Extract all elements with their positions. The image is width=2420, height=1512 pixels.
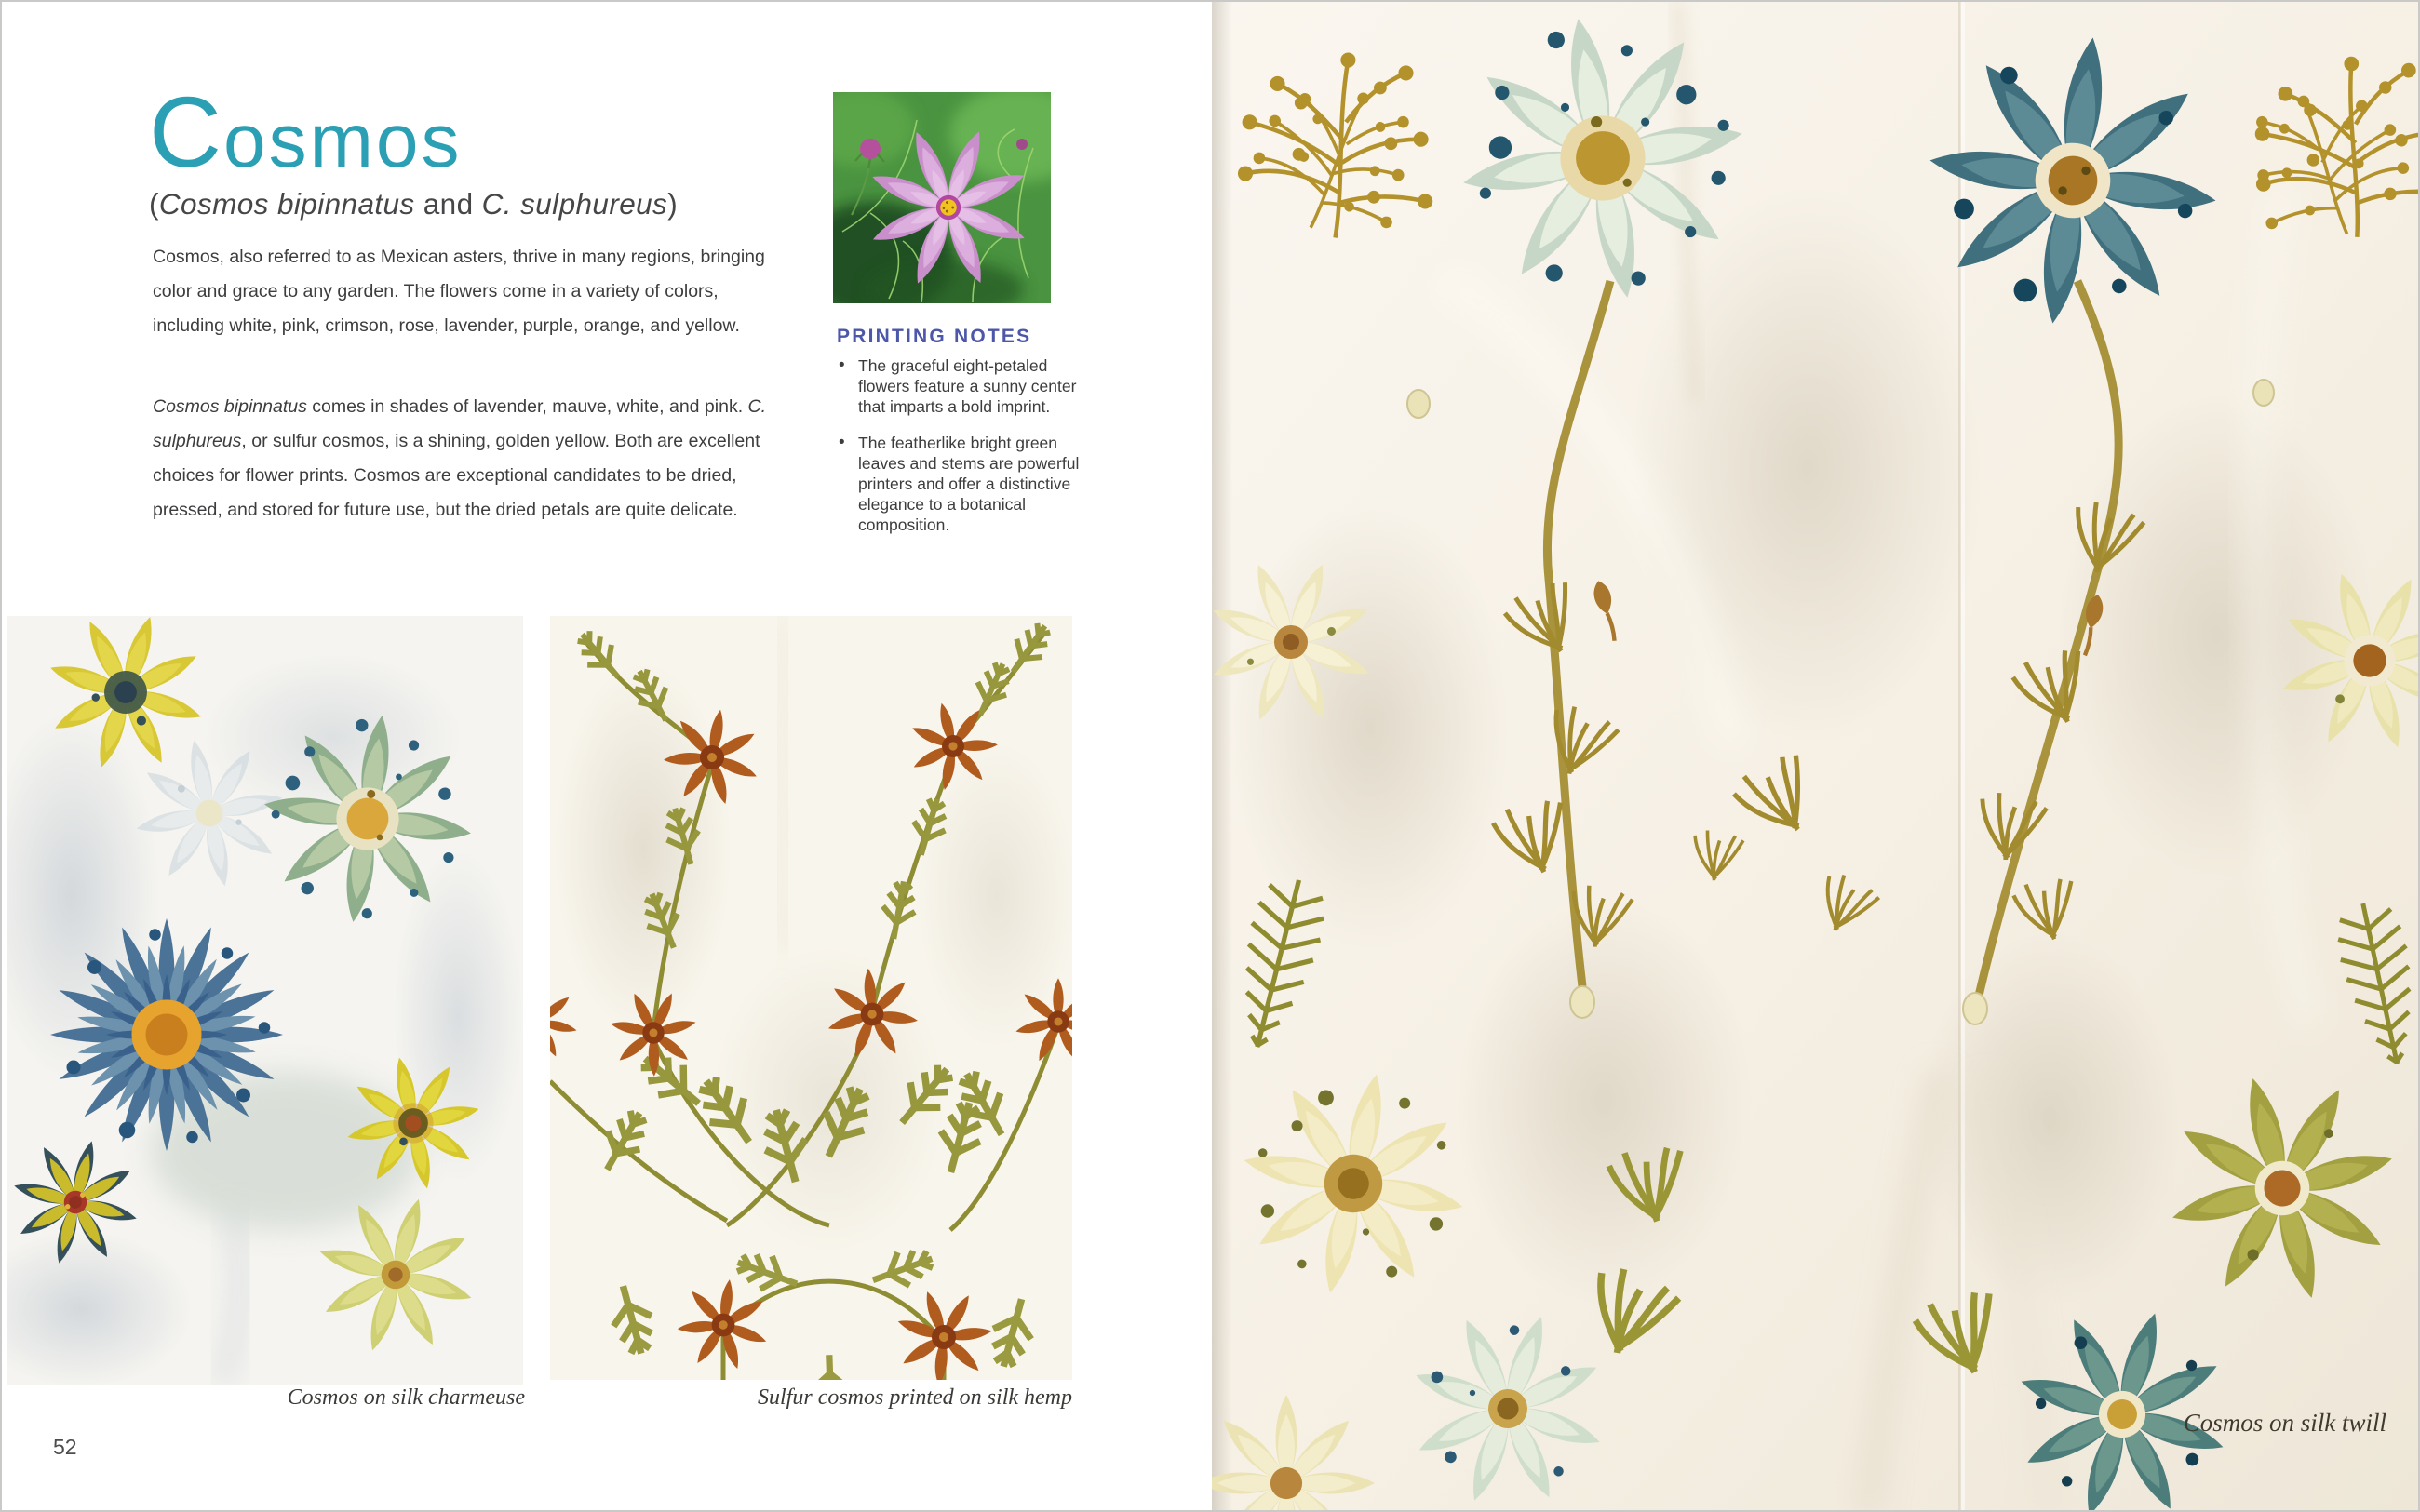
printing-notes-list <box>837 356 1081 552</box>
printing-notes-heading: PRINTING NOTES <box>837 326 1032 347</box>
pink-cosmos-garden-photo <box>833 92 1051 303</box>
intro-paragraph: Cosmos, also referred to as Mexican asters, thrive in many regions, bringing color and grace to any garden. The flowers come in a variety of colors, including white, pink, crimson, rose, lavender, purple, orange, and yellow. <box>153 247 765 336</box>
charmeuse-print-photo <box>7 616 523 1385</box>
hemp-print-photo <box>550 616 1072 1380</box>
right-page-caption: Cosmos on silk twill <box>2183 1409 2386 1437</box>
hemp-caption: Sulfur cosmos printed on silk hemp <box>758 1385 1072 1410</box>
page-title-rest: osmos <box>223 99 463 183</box>
page-title-initial: C <box>149 75 223 188</box>
page-number: 52 <box>53 1435 77 1459</box>
printing-note: • The graceful eight-petaled flowers feature a sunny center that imparts a bold imprint. <box>837 356 1081 417</box>
big-blue-cosmos-print <box>50 918 283 1151</box>
printing-note: • The featherlike bright green leaves and stems are powerful printers and offer a distinctive elegance to a botanical composition. <box>837 434 1081 535</box>
species-subtitle: (Cosmos bipinnatus and C. sulphureus) <box>149 187 679 221</box>
second-paragraph: Cosmos bipinnatus comes in shades of lavender, mauve, white, and pink. C. sulphureus, or sulfur cosmos, is a shining, golden yellow. Both are excellent choices for flower prints. Cosmos are exceptional candidates to be dried, pressed, and stored for future use, but the dried petals are quite delicate. <box>153 396 767 520</box>
charmeuse-caption: Cosmos on silk charmeuse <box>287 1385 525 1410</box>
silk-twill-print-photo <box>1212 2 2420 1512</box>
